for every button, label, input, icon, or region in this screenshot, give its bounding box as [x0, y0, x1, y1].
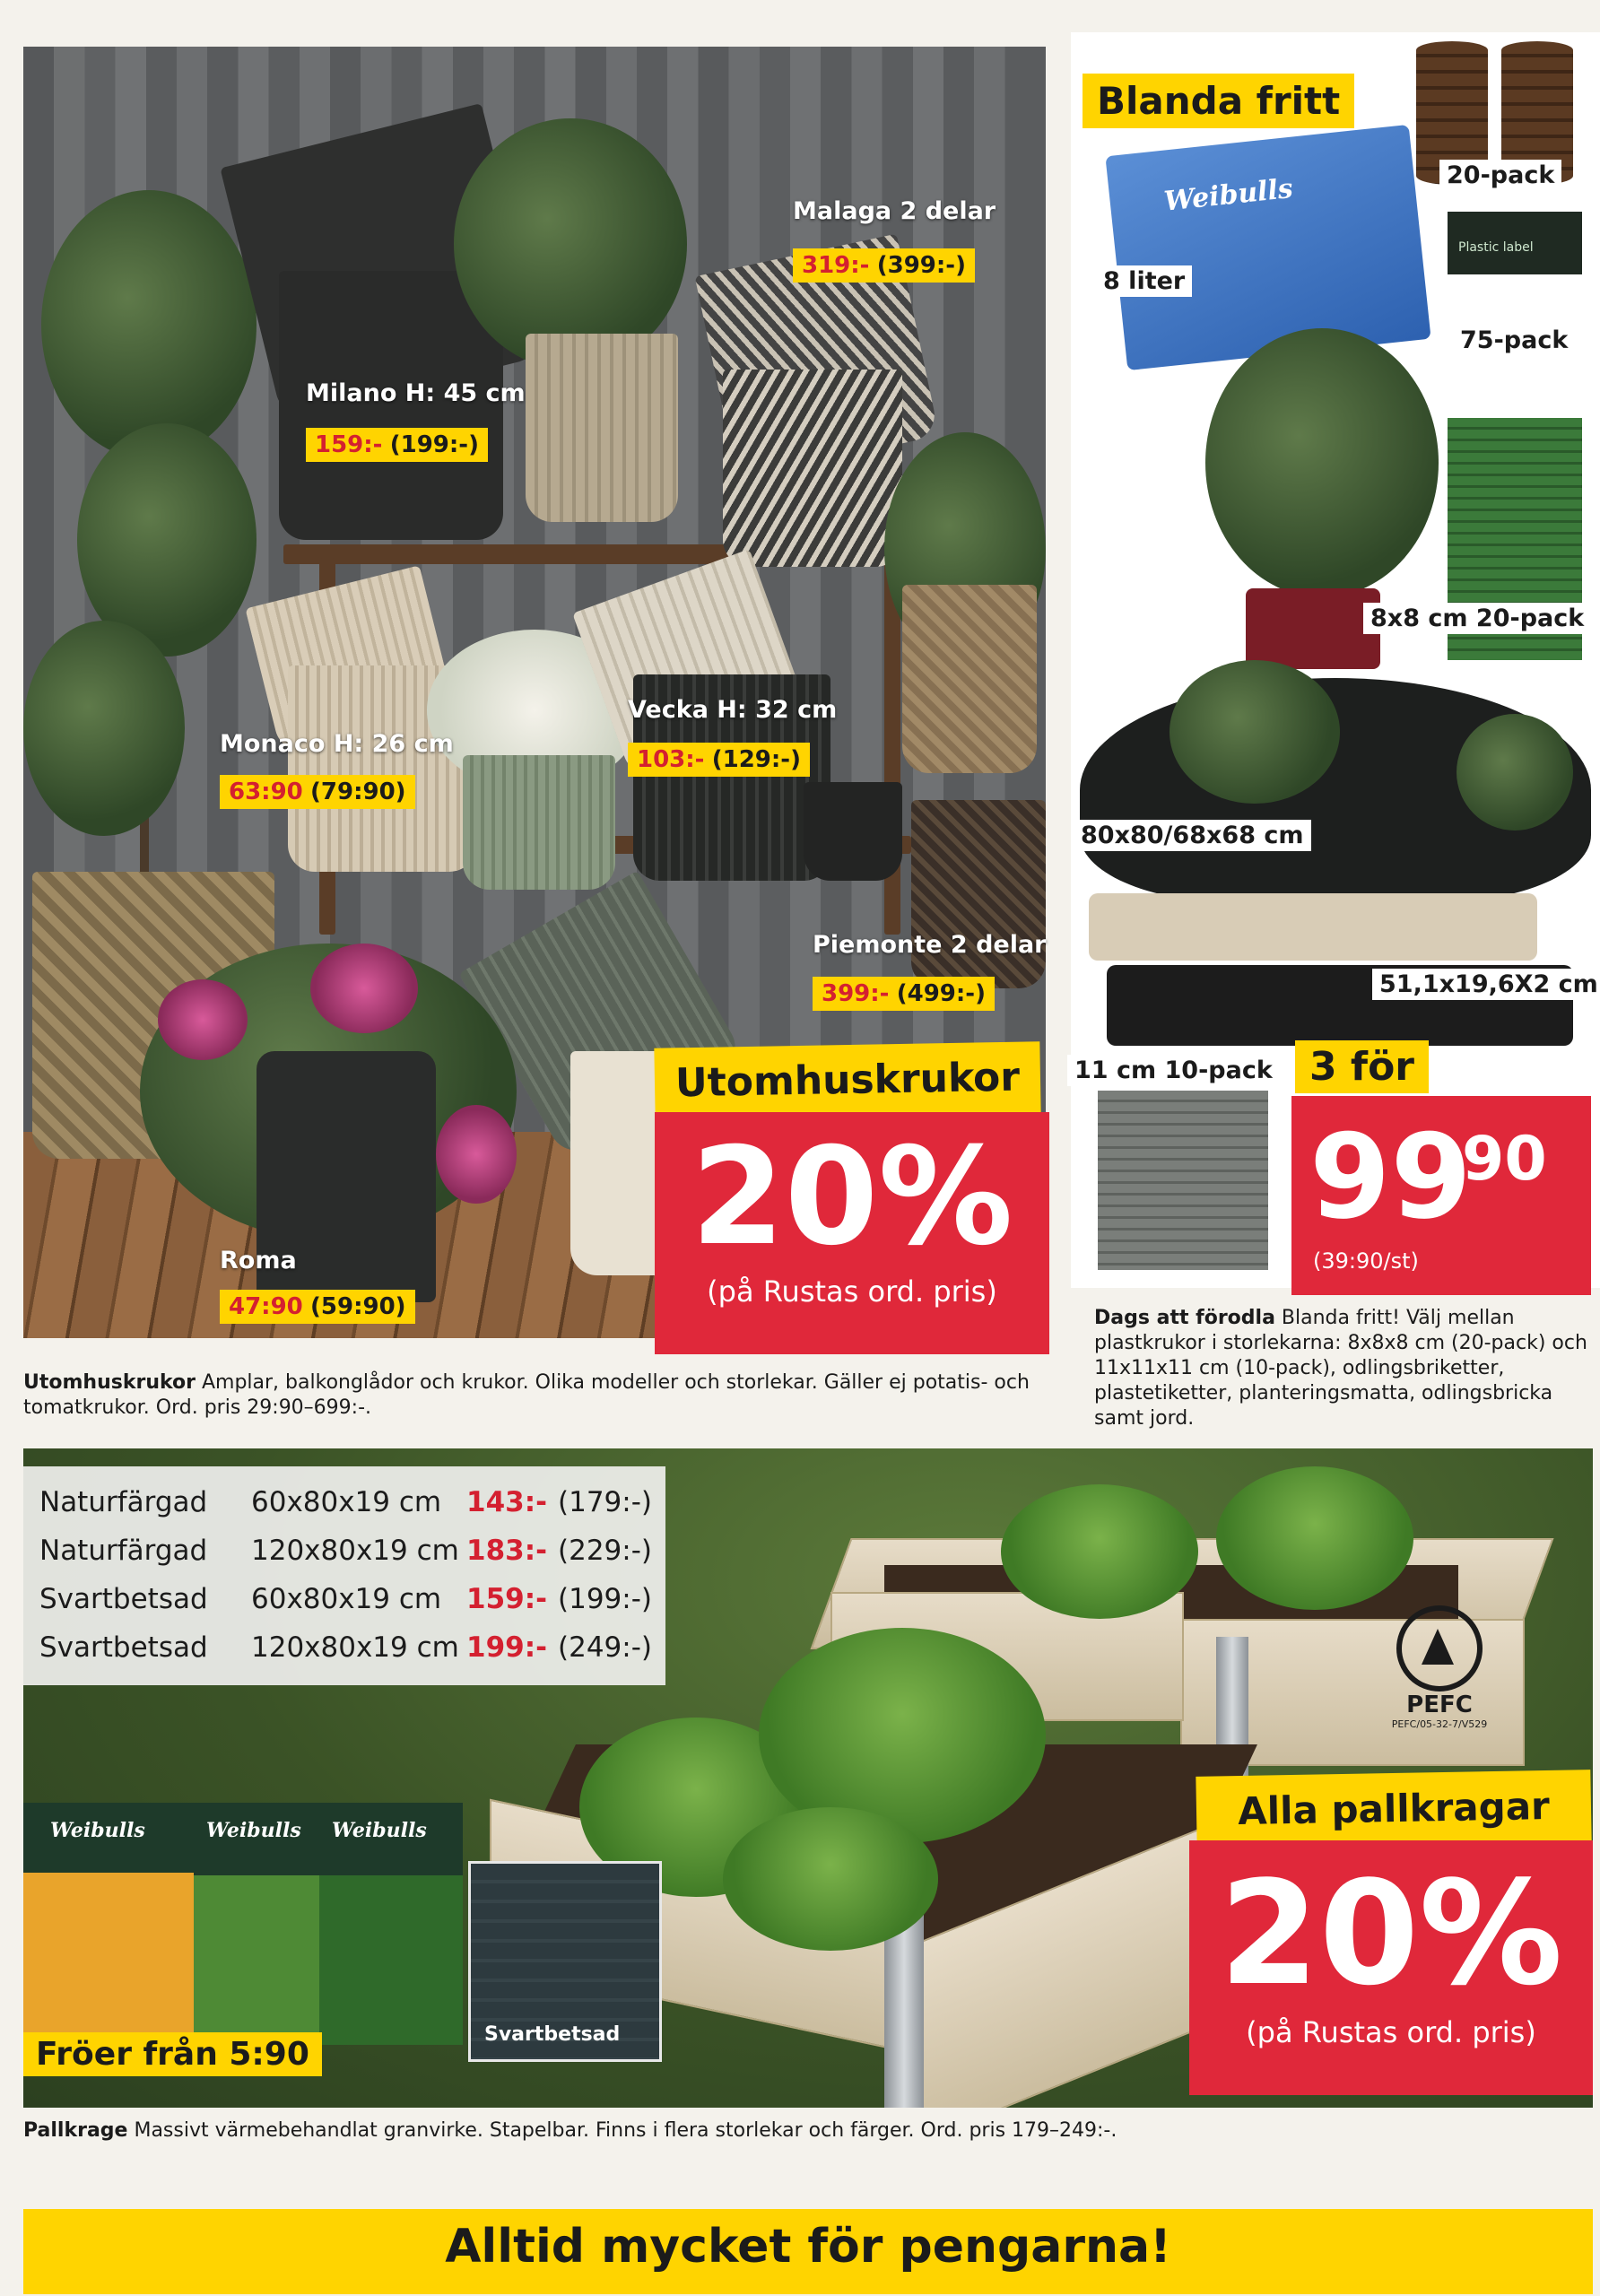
lettuce	[723, 1807, 938, 1951]
variant-size: 120x80x19 cm	[251, 1535, 459, 1567]
seed-packet-calendula	[23, 1803, 194, 2036]
variant-name: Naturfärgad	[39, 1486, 208, 1518]
variant-was: (199:-)	[558, 1583, 652, 1615]
seed-packet-beans	[194, 1803, 319, 2045]
pallet-discount-badge	[1189, 1840, 1593, 2095]
plants	[1216, 1466, 1413, 1610]
pots-caption-text: Amplar, balkonglådor och krukor. Olika modeller och storlekar. Gäller ej potatis- och tomatkrukor. Ord. pris 29:90–699:-.	[23, 1371, 1030, 1419]
price-tag-milano	[306, 428, 488, 462]
pots-discount: 20%	[691, 1119, 1013, 1275]
pallet-caption	[23, 2118, 1593, 2144]
price-row	[23, 1624, 665, 1673]
offer-title: 3 för	[1295, 1040, 1429, 1093]
variant-name: Svartbetsad	[39, 1583, 208, 1615]
pink-flowers	[310, 944, 418, 1033]
price-row	[23, 1479, 665, 1527]
offer-price-decimals: 90	[1462, 1124, 1547, 1195]
pallet-discount-note: (på Rustas ord. pris)	[1246, 2015, 1536, 2049]
soil-bag	[1105, 125, 1430, 370]
pots-discount-note: (på Rustas ord. pris)	[707, 1274, 997, 1309]
label-mat-size: 80x80/68x68 cm	[1074, 820, 1311, 851]
pallet-caption-text: Massivt värmebehandlat granvirke. Stapelbar. Finns i flera storlekar och färger. Ord. pris 179–249:-.	[127, 2119, 1117, 2142]
beige-pot	[526, 334, 678, 522]
price-tag-roma	[220, 1290, 415, 1324]
price-was: (129:-)	[711, 746, 801, 773]
plants	[1001, 1484, 1198, 1619]
price-was: (59:90)	[310, 1293, 406, 1320]
dark-basket	[911, 800, 1046, 988]
offer-unit-price: (39:90/st)	[1313, 1248, 1419, 1274]
variant-was: (179:-)	[558, 1486, 652, 1518]
footer-slogan: Alltid mycket för pengarna!	[445, 2220, 1171, 2274]
beige-tray	[1089, 893, 1537, 961]
plastic-label-pack	[1448, 212, 1582, 274]
pink-flowers	[158, 979, 248, 1060]
mix-freely-headline: Blanda fritt	[1083, 74, 1354, 128]
label-75-pack: 75-pack	[1453, 325, 1575, 356]
pefc-code: PEFC/05-32-7/V529	[1391, 1718, 1488, 1730]
variant-was: (229:-)	[558, 1535, 652, 1567]
label-11cm-10-pack: 11 cm 10-pack	[1067, 1055, 1280, 1086]
red-pot	[1246, 588, 1380, 669]
label-20-pack: 20-pack	[1439, 160, 1561, 191]
price-now: 103:-	[637, 746, 705, 773]
variant-name: Svartbetsad	[39, 1631, 208, 1664]
swatch-label: Svartbetsad	[484, 2023, 621, 2046]
grow-caption-bold: Dags att förodla	[1094, 1307, 1275, 1329]
offer-price-main: 99	[1309, 1109, 1472, 1245]
pink-flowers	[436, 1105, 517, 1204]
pallet-caption-bold: Pallkrage	[23, 2119, 128, 2142]
price-tag-piemonte	[813, 977, 995, 1011]
product-name-malaga: Malaga 2 delar	[793, 197, 996, 225]
pots-discount-badge	[655, 1112, 1049, 1354]
seed-packet-zucchini	[319, 1803, 463, 2045]
price-tag-malaga	[793, 248, 975, 283]
price-row	[23, 1576, 665, 1624]
product-name-monaco: Monaco H: 26 cm	[220, 730, 454, 758]
pots-banner-title: Utomhuskrukor	[654, 1041, 1040, 1119]
price-now: 159:-	[315, 431, 383, 458]
grow-caption	[1094, 1306, 1589, 1431]
label-8x8-20-pack: 8x8 cm 20-pack	[1363, 603, 1591, 634]
price-was: (399:-)	[876, 252, 966, 279]
variant-price: 183:-	[466, 1535, 547, 1567]
price-now: 63:90	[229, 778, 303, 805]
pefc-logo	[1381, 1605, 1498, 1740]
product-name-vecka: Vecka H: 32 cm	[628, 696, 838, 724]
price-now: 47:90	[229, 1293, 303, 1320]
pots-caption	[23, 1370, 1055, 1421]
green-pot	[463, 755, 615, 890]
metal-hinge	[884, 1915, 924, 2108]
label-tray-size: 51,1x19,6X2 cm	[1372, 969, 1600, 1000]
price-tag-vecka	[628, 743, 810, 777]
variant-price: 143:-	[466, 1486, 547, 1518]
variant-size: 120x80x19 cm	[251, 1631, 459, 1664]
price-now: 399:-	[822, 980, 890, 1007]
tree-foliage	[41, 190, 257, 459]
pallet-price-table	[23, 1466, 665, 1685]
pallet-discount: 20%	[1219, 1849, 1563, 2017]
malaga-pot-2	[723, 370, 902, 567]
seeds-price-label: Fröer från 5:90	[23, 2032, 322, 2076]
variant-was: (249:-)	[558, 1631, 652, 1664]
tree-foliage	[23, 621, 185, 836]
price-was: (79:90)	[310, 778, 406, 805]
pots-caption-bold: Utomhuskrukor	[23, 1371, 196, 1394]
grow-caption-text: Blanda fritt! Välj mellan plastkrukor i storlekarna: 8x8x8 cm (20-pack) och 11x11x11 cm (10-pack), odlingsbriketter, plastetiketter, planteringsmatta, odlingsbricka samt jord.	[1094, 1307, 1587, 1430]
price-was: (499:-)	[896, 980, 986, 1007]
offer-price-badge	[1291, 1096, 1591, 1295]
label-8-liter: 8 liter	[1096, 265, 1192, 297]
variant-size: 60x80x19 cm	[251, 1486, 442, 1518]
pallet-banner-title: Alla pallkragar	[1196, 1770, 1591, 1848]
plastic-label-text: Plastic label	[1458, 240, 1534, 255]
seed-brand: Weibulls	[50, 1819, 145, 1842]
citrus-plant	[1205, 328, 1439, 597]
seed-brand: Weibulls	[332, 1819, 427, 1842]
variant-size: 60x80x19 cm	[251, 1583, 442, 1615]
price-was: (199:-)	[389, 431, 479, 458]
pefc-icon	[1396, 1605, 1483, 1692]
product-name-piemonte: Piemonte 2 delar	[813, 931, 1047, 959]
variant-price: 199:-	[466, 1631, 547, 1664]
product-name-milano: Milano H: 45 cm	[306, 379, 526, 407]
herbs	[1457, 714, 1573, 831]
rattan-pot	[902, 585, 1037, 773]
grey-pots-stack	[1098, 1091, 1268, 1270]
variant-price: 159:-	[466, 1583, 547, 1615]
price-tag-monaco	[220, 775, 415, 809]
herbs	[1170, 660, 1340, 804]
soil-bag-brand: Weibulls	[1162, 172, 1295, 218]
seed-brand: Weibulls	[206, 1819, 301, 1842]
price-now: 319:-	[802, 252, 870, 279]
price-row	[23, 1527, 665, 1576]
geranium-plant	[454, 118, 687, 370]
variant-name: Naturfärgad	[39, 1535, 208, 1567]
small-black-pot	[804, 782, 902, 881]
product-name-roma: Roma	[220, 1247, 297, 1274]
tree-icon	[1422, 1629, 1454, 1665]
pefc-text: PEFC	[1406, 1692, 1473, 1718]
